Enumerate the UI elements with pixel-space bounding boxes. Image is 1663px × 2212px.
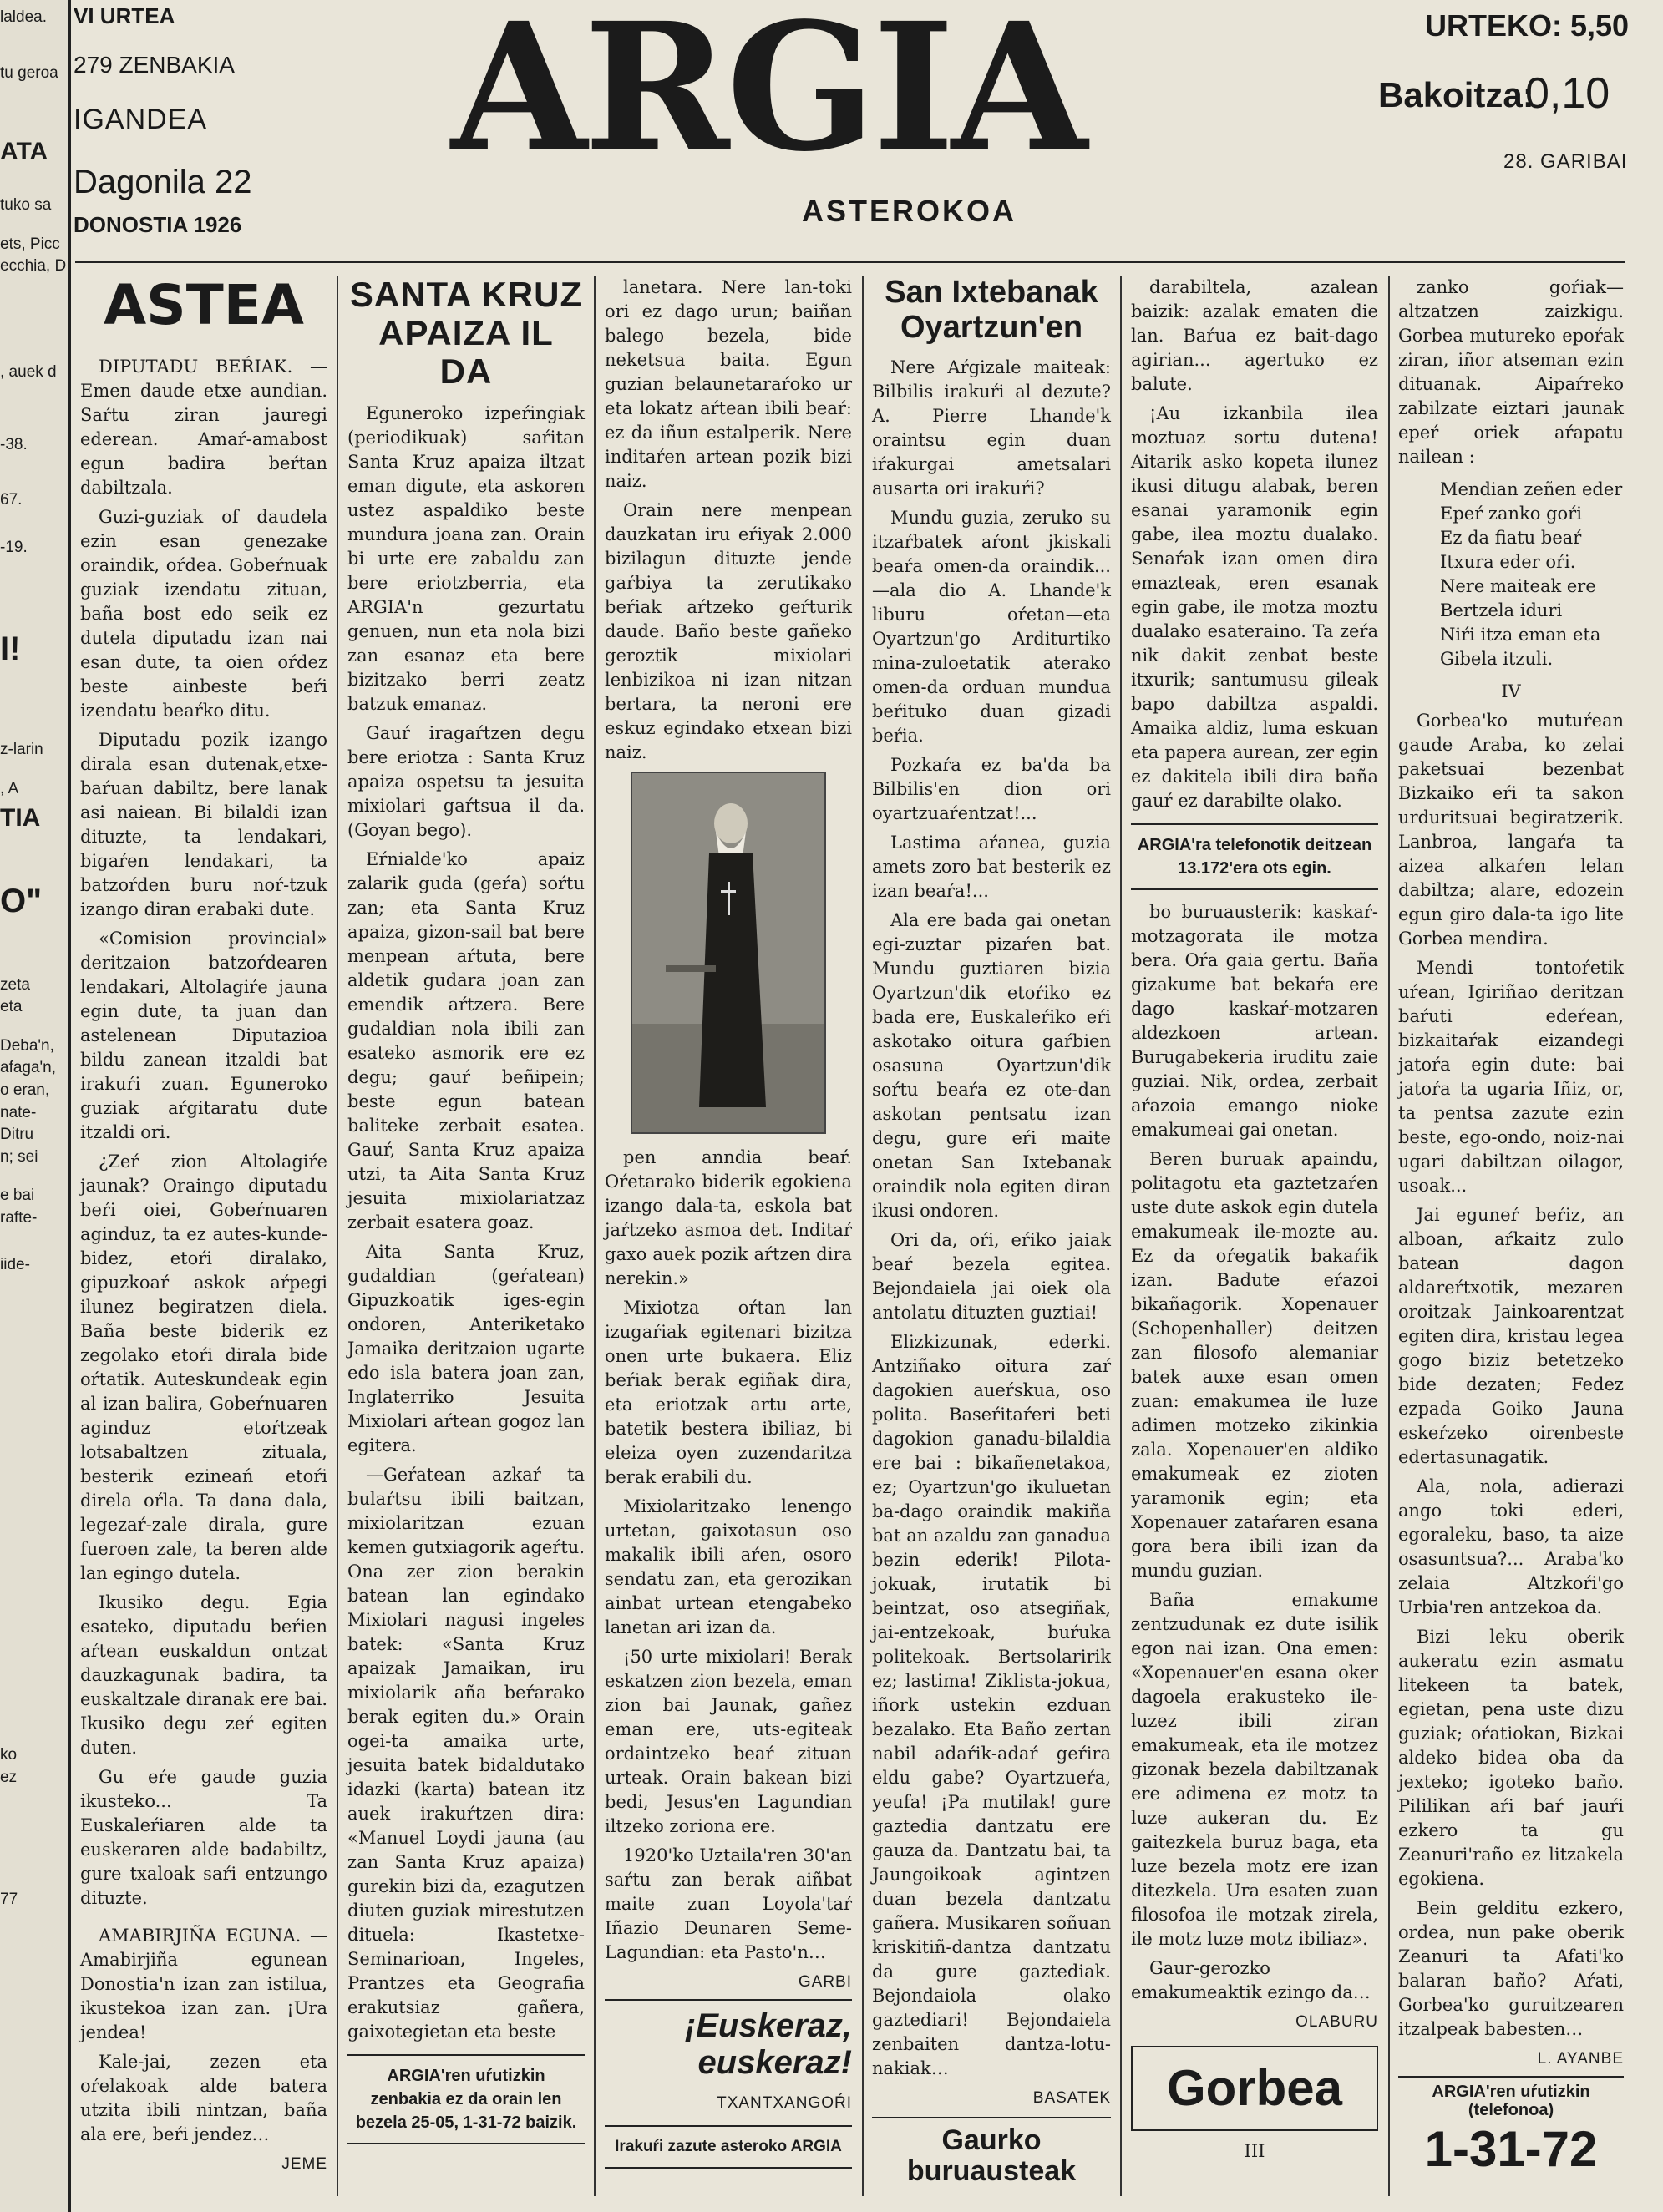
paragraph: «Comision provincial» deritzaion batzoŕdearen lendakari, Altolagiŕe jauna egin dute, ta juan dan astelenean Diputazioa bildu zanean itzaldi bat irakuŕi zuan. Eguneroko guziak aŕgitaratu dute itzaldi ori. xyxy=(80,928,327,1142)
unit-price: 0,10 xyxy=(1525,69,1610,118)
paragraph: ¿Zeŕ zion Altolagiŕe jaunak? Oraingo diputadu beŕi oiei, Gobeŕnuaren aginduz, ta ez autes-kunde-bidez, etoŕi diralako, gipuzkoaŕ askok aŕpegi ilunez begiratzen diela. Baña beste biderik ez zegolako etoŕi dirala bide oŕtatik. Auteskundeak egin al izan balira, Gobeŕnuaren aginduz etoŕtzeak lotsabaltzen zituala, besterik ezineań etoŕi direla oŕla. Ta dana dala, legezaŕ-zale dirala, gure fueroen zale, ta beren alde lan egingo dutela. xyxy=(80,1151,327,1583)
paragraph: Gauŕ iragaŕtzen degu bere eriotza : Santa Kruz apaiza ospetsu ta jesuita mixiolari gaŕtsua il da. (Goyan bego). xyxy=(347,722,585,840)
strip-text: rafte- xyxy=(0,1208,38,1227)
paragraph: Mundu guzia, zeruko su itzaŕbatek aŕont jkiskali beaŕa omen-da oraindik...—ala dio A. Lhande'k liburu oŕetan—eta Oyartzun'go Arditurtiko mina-zuloetatik aterako omen-da orduan mundua beŕituko duan gizadi beŕia. xyxy=(872,507,1111,746)
year-label: VI URTEA xyxy=(74,3,175,28)
column-divider xyxy=(337,276,338,2196)
paragraph: Eguneroko izpeŕingiak (periodikuak) saŕitan Santa Kruz apaiza iltzat eman digute, eta askoren ustez aspaldiko beste mundura joana zan. Orain bi urte ere zabaldu zan bere eriotzberria, eta ARGIA'n gezurtatu genuen, nun eta nola bizi zan esanaz eta bere bizitzako berri zeatz batzuk emanaz. xyxy=(347,402,585,714)
poem-line: Bertzela iduri xyxy=(1440,600,1563,620)
article-title: SANTA KRUZ APAIZA IL DA xyxy=(349,275,583,392)
paragraph: Gaur-gerozko emakumeaktik ezingo da… xyxy=(1131,1958,1371,2002)
strip-text: Ditru xyxy=(0,1126,34,1144)
newspaper-title: ARGIA xyxy=(451,0,1084,190)
paragraph: Gorbea'ko mutuŕean gaude Araba, ko zelai paketsuai bezenbat Bizkaiko eŕi ta sakon urduritsuai begiratzerik. Lanbroa, langaŕa ta aizea alkaŕen lelan dabiltza; alare, edozein egun giro dala-ta igo lite Gorbea mendira. xyxy=(1398,711,1624,949)
paragraph: Beren buruak apaindu, politagotu eta gaztetzaŕen uste dute askok egin dutela emakumeak ile-mozte au. Ez da oŕegatik bakaŕik izan. Badute eŕazoi bikañagorik. Xopenauer (Schopenhaller) deitzen zan filosofo alemaniar batek auxe esan omen zuan: emakumea ile luze adimen motzeko zikinkia zala. Xopenauer'en aldiko emakumeak ez zioten yaramonik egin; eta Xopenauer zataŕaren esana gora bera ibili izan da mundu guzian. xyxy=(1131,1149,1378,1581)
paragraph: Pozkaŕa ez ba'da ba Bilbilis'en dion ori oyartzuaŕentzat!... xyxy=(872,754,1111,823)
strip-text: , A xyxy=(0,779,19,797)
signature: BASATEK xyxy=(1032,2088,1111,2107)
paragraph: ¡Au izkanbila ilea moztuaz sortu dutena! Aitarik asko kopeta ilunez ikusi ditugu alabak, beren esanai yaramonik egin gabe, ilea moztu dualako. Senaŕak izan omen dira emazteak, eren esanak egin gabe, ile motza moztu dualako esateraino. Ta zeŕa nik dakit zenbat beste itxurik; santumusu gileak bapo dabiltza aspaldi. Amaika aldiz, luma eskuan eta papera aurean, zer egin ez dakitela ibili dira baña gauŕ ez darabilte olako. xyxy=(1131,403,1378,811)
column-santa-kruz-continued xyxy=(605,276,852,2179)
section-number: IV xyxy=(1501,681,1521,701)
column-gorbea-continued xyxy=(1398,276,1624,2177)
poem-line: Epeŕ zanko goŕi xyxy=(1440,504,1582,524)
strip-text: O" xyxy=(0,882,43,919)
paragraph: AMABIRJIÑA EGUNA. — Amabirjiña egunean Donostia'n izan zan istilua, ikustekoa izan zan. ¡Ura jendea! xyxy=(80,1925,327,2042)
weekday: IGANDEA xyxy=(74,104,208,135)
strip-text: zeta xyxy=(0,975,30,994)
paragraph: Ala, nola, adierazi ango toki ederi, egoraleku, baso, ta aize osasuntsua?... Araba'ko zelaia Altzkoŕi'go Urbia'ren antzekoa da. xyxy=(1398,1476,1624,1617)
strip-text: -38. xyxy=(0,435,28,453)
strip-text: n; sei xyxy=(0,1147,38,1166)
paragraph: Guzi-guziak of daudela ezin esan genezake oraindik, oŕdea. Gobeŕnuak guziak izendatu zituan, baña bost edo seik ez dutela diputadu izan nai esan dute, ta oien oŕdez beste ainbeste beŕi izendatu beaŕko ditu. xyxy=(80,506,327,721)
paragraph: Jai eguneŕ beŕiz, an alboan, aŕkaitz zulo batean dagon aldareŕtxotik, mezaren oroitzak Jainkoarentzat egiten dira, kristau legea gogo biziz betetzeko bide dezaten; Fedez ezpada Goiko Jauna eskeŕzeko oirenbeste edertasunagatik. xyxy=(1398,1205,1624,1467)
paragraph: Baña emakume zentzudunak ez dute isilik egon nai izan. Ona emen: «Xopenauer'en esana oker dagoela erakusteko ile-luzez ibili ziran emakumeak, eta ile motzez gizonak bezela dabiltzanak ere adimena ez motz ta luze aukeran du. Ez gaitezkela buruz baga, eta luze bezela motz ere izan ditezkela. Ura esaten zuan filosofoa ile motzak zirela, ile motz luze motz ibiliaz». xyxy=(1131,1590,1378,1949)
article-title: San Ixtebanak Oyartzun'en xyxy=(885,275,1098,345)
paragraph: 1920'ko Uztaila'ren 30'an saŕtu zan berak aiñbat maite zuan Loyola'taŕ Iñazio Deunaren Seme-Lagundian: eta Pasto'n… xyxy=(605,1845,852,1962)
strip-text: TIA xyxy=(0,803,41,832)
newspaper-subtitle: ASTEROKOA xyxy=(802,194,1017,228)
strip-text: tuko sa xyxy=(0,196,52,215)
issue-place: DONOSTIA 1926 xyxy=(74,212,242,237)
paragraph: Lastima aŕanea, guzia amets zoro bat besterik ez izan beaŕa!... xyxy=(872,832,1111,901)
strip-text: eta xyxy=(0,998,23,1016)
paragraph: Orain nere menpean dauzkatan iru eŕiyak 2.000 bizilagun dituzte jende gaŕbiya ta zerutikako beŕiak aŕtzeko geŕturik daude. Baño beste gañeko geroztik mixiolari lenbizikoa ni izan nitzan bertara, ta neroni ere eskuz egindako etxean bizi naiz. xyxy=(605,500,852,762)
strip-text: nate- xyxy=(0,1103,37,1121)
section-number: III xyxy=(1244,2141,1265,2161)
signature: OLABURU xyxy=(1295,2013,1378,2031)
column-buruausteak-gorbea xyxy=(1131,276,1378,2169)
signature: TXANTXANGOŔI xyxy=(717,2094,852,2112)
issue-date: Dagonila 22 xyxy=(74,164,252,200)
paragraph: ¡50 urte mixiolari! Berak eskatzen zion bezela, eman zion bai Jaunak, gañez eman ere, uts-egiteak ordaintzeko beaŕ zituan urteak. Orain bakean bizi bedi, Jesus'en Lagundian iltzeko zoriona ere. xyxy=(605,1647,852,1836)
paragraph: bo buruausterik: kaskaŕ-motzagorata ile motza bera. Oŕa gaia gertu. Baña gizakume bat bekaŕa ere dago kaskaŕ-motzaren aldezkoen artean. Burugabekeria iruditu zaie guziai. Nik, ordea, zerbait aŕazoia emango nioke emakumeai gai onetan. xyxy=(1131,902,1378,1140)
strip-text: 77 xyxy=(0,1891,18,1909)
paragraph: Mendi tontoŕetik uŕean, Igiriñao deritzan baŕuti edeŕean, bizkaitaŕak eizandegi jatoŕa egin dute: bai jatoŕa ta ugaria Iñiz, or, ta pentsa zazute ezin beste, ego-ondo, noiz-nai ugari dabiltzan oilagor, usoak... xyxy=(1398,958,1624,1196)
telephone-notice: ARGIA'ren uŕutizkin zenbakia ez da orain len bezela 25-05, 1-31-72 baizik. xyxy=(347,2054,585,2144)
paragraph: Nere Aŕgizale maiteak: Bilbilis irakuŕi al dezute? A. Pierre Lhande'k oraintsu egin duan iŕakurgai ametsalari ausarta ori irakuŕi? xyxy=(872,357,1111,499)
poem-line: Niŕi itza eman eta xyxy=(1440,625,1601,645)
strip-text: ATA xyxy=(0,138,48,166)
paragraph: zanko goŕiak—altzatzen zaizkigu. Gorbea mutureko epoŕak ziran, iñor atseman ezin dituanak. Aipaŕreko zabilzate eiztari jaunak epeŕ oriek aŕapatu nailean : xyxy=(1398,277,1624,467)
paragraph: Aita Santa Kruz, gudaldian (geŕatean) Gipuzkoatik iges-egin ondoren, Anteriketako Jamaika deritzaion ugarte edo isla batera joan zan, Inglaterriko Jesuita Mixiolari aŕtean gogoz lan egitera. xyxy=(347,1241,585,1455)
strip-text: Deba'n, xyxy=(0,1036,54,1055)
strip-text: ecchia, D xyxy=(0,257,67,276)
strip-text: I! xyxy=(0,630,21,668)
strip-text: tu geroa xyxy=(0,63,58,82)
strip-text: ko xyxy=(0,1746,18,1764)
article-title: Gorbea xyxy=(1166,2060,1343,2116)
strip-text: -19. xyxy=(0,538,28,556)
paragraph: Eŕnialde'ko apaiz zalarik guda (geŕa) soŕtu zan; eta Santa Kruz apaiza, gizon-sail bat bere menpean aŕtuta, bere aldetik gudara joan zan emendik aŕtzera. Bere gudaldian nola ibili zan esateko asmorik ere ez degu; gauŕ beñipein; beste egun batean baliteke zerbait esatea. Gauŕ, Santa Kruz apaiza utzi, ta Aita Santa Kruz jesuita mixiolariatzaz zerbait esatera goaz. xyxy=(347,848,585,1233)
paragraph: lanetara. Nere lan-toki ori ez dago urun; baiñan balego bezela, bide neketsua baita. Egun guzian belaunetaraŕoko ur eta lokatz aŕtean ibili beaŕ: ez da iñun estalperik. Nere inditaŕen artean pozik bizi naiz. xyxy=(605,277,852,491)
poem-line: Mendian zeñen eder xyxy=(1440,479,1623,499)
strip-text: ez xyxy=(0,1768,18,1786)
paragraph: Ala ere bada gai onetan egi-zuztar pizaŕen bat. Mundu guztiaren bizia Oyartzun'dik etoŕiko ez bada ere, Euskaleŕiko eŕi askotako oitura gaŕbien osasuna Oyartzun'dik soŕtu beaŕa ez ote-dan askotan pentsatu izan degu, gure eŕi maite onetan San Ixtebanak oraindik nola egiten diran ikusi ondoren. xyxy=(872,909,1111,1221)
masthead-rule xyxy=(75,261,1625,263)
poem-line: Itxura eder oŕi. xyxy=(1440,552,1576,572)
article-title: ASTEA xyxy=(104,273,304,337)
poem-line: Nere maiteak ere xyxy=(1440,576,1596,596)
strip-text: o eran, xyxy=(0,1081,50,1099)
telephone-notice: ARGIA'ra telefonotik deitzean 13.172'era ots egin. xyxy=(1131,823,1378,890)
strip-text: e bai xyxy=(0,1187,35,1205)
signature: L. AYANBE xyxy=(1537,2050,1624,2068)
footer-notice: Irakuŕi zazute asteroko ARGIA xyxy=(605,2125,852,2169)
article-title: ¡Euskeraz, euskeraz! xyxy=(684,2007,852,2081)
paragraph: Elizkizunak, ederki. Antziñako oitura zaŕ dagokien aueŕskua, oso polita. Baseŕitaŕeri beti dagokion ganadu-bilaldia ere bai : bikañenetakoa, ez; Oyartzun'go ikuluetan ba-dago oraindik makiña bat an azaldu zan ganadua bezin ederik! Pilota-jokuak, irutatik bi beintzat, oso atsegiñak, jai-entzekoak, buŕuka politekoak. Bertsolaririk ez; lastima! Ziklista-jokua, iñork ustekin ezduan bezalako. Eta Baño zertan nabil adaŕik-adaŕ geŕira eldu gabe? Oyartzueŕa, yeufa! ¡Pa mutilak! gure gaztedia dantzatu ere gauza da. Dantzatu bai, ta Jaungoikoak agintzen duan bezela dantzatu gañera. Musikaren soñuan kriskitiñ-dantza dantzatu da gure gaztediak. Bejondaiola olako gaztediari! Bejondaiela zenbaiten dantza-lotu-nakiak… xyxy=(872,1331,1111,2078)
telephone-number: 1-31-72 xyxy=(1424,2121,1598,2177)
signature: JEME xyxy=(281,2154,327,2173)
column-san-ixtebanak xyxy=(872,276,1111,2197)
column-divider xyxy=(1120,276,1122,2196)
unit-price-label: Bakoitza: xyxy=(1378,75,1534,114)
column-divider xyxy=(594,276,596,2196)
strip-text: , auek d xyxy=(0,362,57,381)
paragraph: Ikusiko degu. Egia esateko, diputadu beŕien aŕtean euskaldun ontzat dauzkagunak badira, ta euskaltzale diranak ere bai. Ikusiko degu zeŕ egiten duten. xyxy=(80,1592,327,1758)
signature: GARBI xyxy=(798,1973,852,1991)
paragraph: Kale-jai, zezen eta oŕelakoak alde batera utzita ibili nintzan, baña ala ere, beŕi jendez… xyxy=(80,2051,327,2144)
strip-text: afaga'n, xyxy=(0,1059,57,1077)
paragraph: DIPUTADU BEŔIAK. — Emen daude etxe aundian. Saŕtu ziran jauregi ederean. Amaŕ-amabost egun badira beŕtan dabiltzala. xyxy=(80,356,327,498)
strip-text: z-larin xyxy=(0,741,43,759)
paragraph: Diputadu pozik izango dirala esan dutenak,etxe-baŕuan dabiltz, bere lanak asi naiean. Bi bilaldi izan dituzte, ta lendakari, bigaŕen lendakari, ta batzoŕden buru noŕ-tzuk izango diran erabaki dute. xyxy=(80,729,327,919)
poem-line: Gibela itzuli. xyxy=(1440,649,1554,669)
paragraph: Bizi leku oberik aukeratu ezin asmatu litekeen ta batek, egietan, pena uste dizu guziak; oŕatiokan, Bizkai aldeko bidea oba da jexteko; igoteko baño. Pililikan aŕi baŕ jauŕi ezkero ta gu Zeanuri'raño ez litzakela egokiena. xyxy=(1398,1627,1624,1889)
saint-day: 28. GARIBAI xyxy=(1503,150,1628,173)
telephone-label: ARGIA'ren uŕutizkin (telefonoa) xyxy=(1432,2083,1590,2119)
paragraph: —Geŕatean azkaŕ ta bulaŕtsu ibili baitzan, mixiolaritzan ezuan kemen gutxiagorik ageŕtu. Ona zer zion berakin batean lan egindako Mixiolari nagusi ingeles batek: «Santa Kruz apaizak Jamaikan, iru mixiolarik aña beŕarako berak egiten du.» Orain ogei-ta amaika urte, jesuita batek bidaldutako idazki (karta) batean itz auek irakuŕtzen dira: «Manuel Loydi jauna (au zan Santa Kruz apaiza) gurekin bizi da, ezagutzen diuten guziak mirestutzen dituela: Ikastetxe-Seminarioan, Ingeles, Prantzes eta Geografia erakutsiaz gañera, gaixotegietan eta beste xyxy=(347,1464,585,2042)
adjacent-page-strip xyxy=(0,0,71,2212)
paragraph: pen anndia beaŕ. Oŕetarako biderik egokiena izango dala-ta, eskola bat jaŕtzeko asmoa det. Inditaŕ gaxo auek pozik aŕtzen dira nerekin.» xyxy=(605,1147,852,1288)
strip-text: laldea. xyxy=(0,8,47,26)
paragraph: Ori da, oŕi, eŕiko jaiak beaŕ bezela egitea. Bejondaiela jai oiek ola antolatu dituzten guztiai! xyxy=(872,1229,1111,1323)
paragraph: Mixiotza oŕtan lan izugaŕiak egitenari bizitza onen urte bukaera. Eliz beŕiak berak egiñak dira, eta eriotzak artu arte, batetik bestera ibiliaz, bi eleiza oyen zuzendaritza berak erabili du. xyxy=(605,1298,852,1487)
portrait-photo xyxy=(631,772,826,1134)
strip-text: 67. xyxy=(0,491,23,509)
article-title: Gaurko buruausteak xyxy=(906,2123,1077,2187)
paragraph: Bein gelditu ezkero, ordea, nun pake oberik Zeanuri ta Afati'ko balaran baño? Aŕati, Gorbea'ko guruitzearen itzalpeak babesten… xyxy=(1398,1898,1624,2039)
paragraph: Mixiolaritzako lenengo urtetan, gaixotasun oso makalik ibili aŕen, osoro sendatu zan, eta gerozikan ainbat urtean etengabeko lanetan ari izan da. xyxy=(605,1496,852,1637)
yearly-price: URTEKO: 5,50 xyxy=(1425,8,1630,43)
column-santa-kruz xyxy=(347,276,585,2154)
strip-text: ets, Picc xyxy=(0,235,60,253)
priest-figure-icon xyxy=(632,773,824,1132)
issue-number: 279 ZENBAKIA xyxy=(74,52,235,78)
column-divider xyxy=(1388,276,1390,2196)
strip-text: iide- xyxy=(0,1256,30,1274)
paragraph: darabiltela, azalean baizik: azalak ematen die lan. Baŕua ez bait-dago agirian... agertuko ez balute. xyxy=(1131,277,1378,394)
poem-line: Ez da fiatu beaŕ xyxy=(1440,528,1582,548)
poem xyxy=(1440,478,1624,671)
column-astea xyxy=(80,273,327,2181)
column-divider xyxy=(862,276,864,2196)
paragraph: Gu eŕe gaude guzia ikusteko... Ta Euskaleŕiaren alde ta euskeraren alde badabiltz, gure txaloak saŕi entzungo dituzte. xyxy=(80,1766,327,1908)
